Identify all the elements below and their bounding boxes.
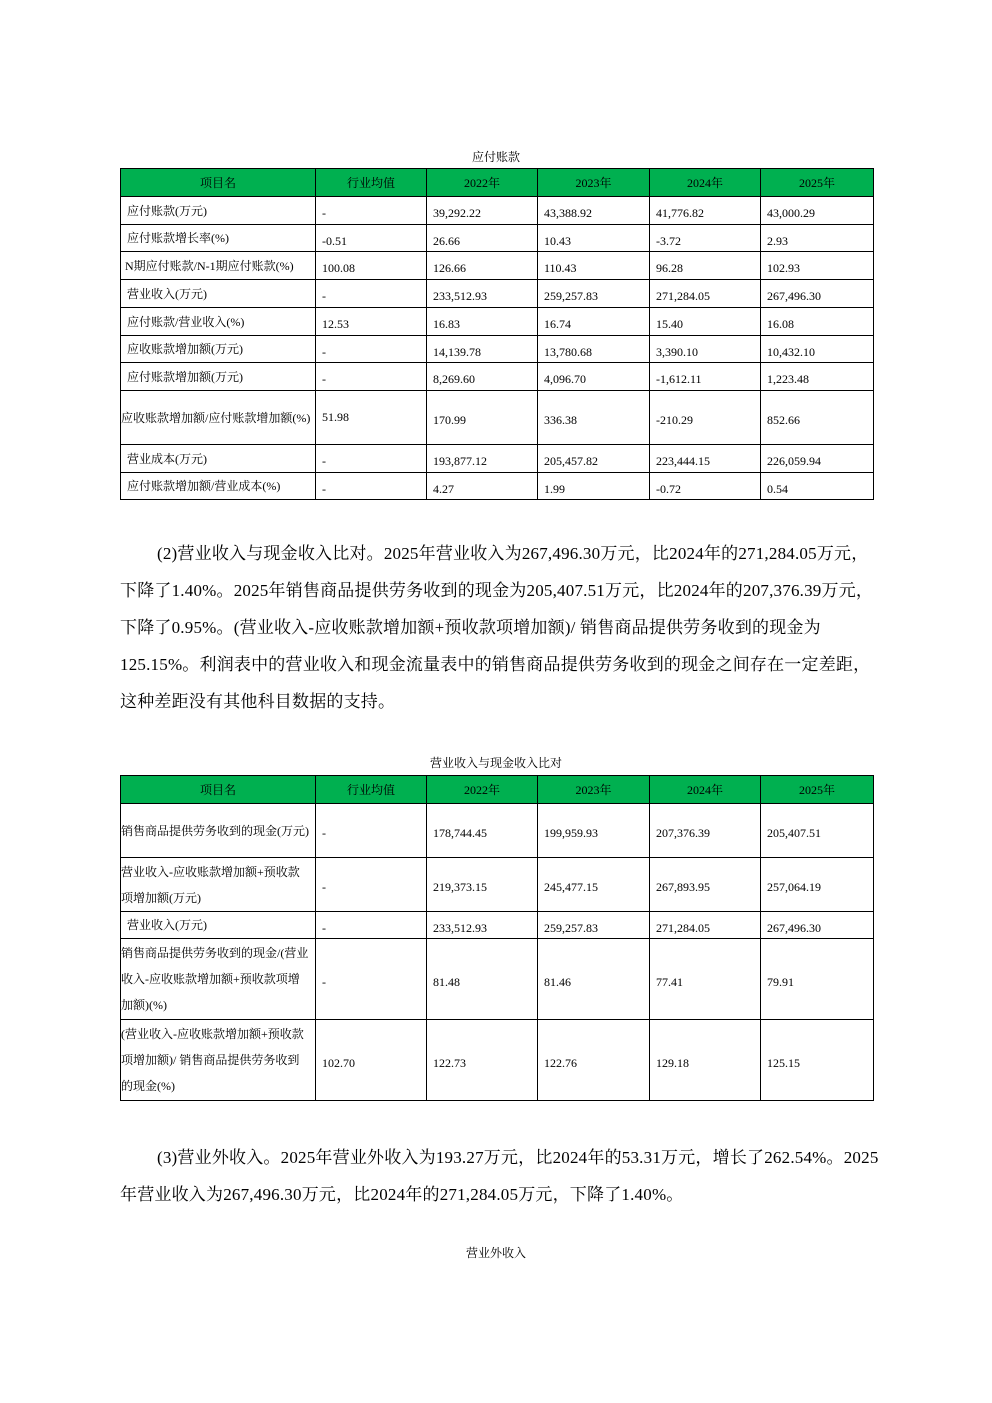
cell: 15.40 [650,308,761,336]
row-label: N期应付账款/N-1期应付账款(%) [121,252,316,280]
cell: 271,284.05 [650,280,761,308]
cell: - [316,280,427,308]
cell: 226,059.94 [761,445,874,473]
table-row [121,445,874,473]
table-row [121,197,874,225]
cell: 126.66 [427,252,538,280]
cell: 81.46 [538,939,650,1020]
cell: 219,373.15 [427,858,538,912]
cell: - [316,363,427,391]
header-year-2022: 2022年 [427,776,538,804]
cell: - [316,939,427,1020]
cell: 223,444.15 [650,445,761,473]
cell: 43,388.92 [538,197,650,225]
table-row [121,225,874,252]
row-label: 营业收入(万元) [121,912,316,939]
cell: 205,407.51 [761,804,874,858]
cell: - [316,445,427,473]
cell: 233,512.93 [427,280,538,308]
payables-table [120,168,874,500]
cell: 102.93 [761,252,874,280]
table3-caption: 营业外收入 [465,1246,526,1260]
row-label: 应付账款增长率(%) [121,225,316,252]
header-year-2022: 2022年 [427,169,538,197]
cell: 170.99 [427,391,538,445]
cell: - [316,197,427,225]
cell: 1.99 [538,473,650,500]
cell: 1,223.48 [761,363,874,391]
header-year-2025: 2025年 [761,169,874,197]
cell: 205,457.82 [538,445,650,473]
cell: 102.70 [316,1020,427,1101]
cell: 96.28 [650,252,761,280]
cell: 4.27 [427,473,538,500]
cell: 39,292.22 [427,197,538,225]
cell: 193,877.12 [427,445,538,473]
cell: -3.72 [650,225,761,252]
table-row [121,473,874,500]
cell: 336.38 [538,391,650,445]
row-label: 营业收入-应收账款增加额+预收款项增加额(万元) [121,858,316,912]
cell: 81.48 [427,939,538,1020]
cell: - [316,858,427,912]
header-year-2023: 2023年 [538,776,650,804]
cell: 110.43 [538,252,650,280]
cell: 8,269.60 [427,363,538,391]
cell: 51.98 [316,391,427,445]
cell: 10,432.10 [761,336,874,363]
cell: 207,376.39 [650,804,761,858]
cell: 178,744.45 [427,804,538,858]
cell: 16.83 [427,308,538,336]
cell: -1,612.11 [650,363,761,391]
cell: -210.29 [650,391,761,445]
cell: 3,390.10 [650,336,761,363]
header-year-2024: 2024年 [650,776,761,804]
cell: 199,959.93 [538,804,650,858]
cell: 43,000.29 [761,197,874,225]
cell: 16.74 [538,308,650,336]
table-row [121,912,874,939]
row-label: 应付账款增加额(万元) [121,363,316,391]
analysis-paragraph-revenue-cash: (2)营业收入与现金收入比对。2025年营业收入为267,496.30万元，比2024年的271,284.05万元，下降了1.40%。2025年销售商品提供劳务收到的现金为205,407.51万元，比2024年的207,376.39万元，下降了0.95%。(营业收入-应收账款增加额+预收款项增加额)/ 销售商品提供劳务收到的现金为125.15%。利润表中的营业收入和现金流量表中的销售商品提供劳务收到的现金之间存在一定差距，这种差距没有其他科目数据的支持。 [120,544,874,711]
cell: 122.76 [538,1020,650,1101]
row-label: 应付账款(万元) [121,197,316,225]
cell: 267,893.95 [650,858,761,912]
table-row [121,1020,874,1101]
cell: -0.72 [650,473,761,500]
row-label: (营业收入-应收账款增加额+预收款项增加额)/ 销售商品提供劳务收到的现金(%) [121,1020,316,1101]
cell: 26.66 [427,225,538,252]
cell: 4,096.70 [538,363,650,391]
analysis-paragraph-non-operating-income: (3)营业外收入。2025年营业外收入为193.27万元，比2024年的53.31万元，增长了262.54%。2025年营业收入为267,496.30万元，比2024年的271,284.05万元，下降了1.40%。 [120,1148,879,1204]
cell: 13,780.68 [538,336,650,363]
cell: 259,257.83 [538,280,650,308]
row-label: 应收账款增加额(万元) [121,336,316,363]
table-row [121,308,874,336]
cell: 14,139.78 [427,336,538,363]
row-label: 应付账款/营业收入(%) [121,308,316,336]
cell: 0.54 [761,473,874,500]
cell: 233,512.93 [427,912,538,939]
table-row [121,252,874,280]
cell: 16.08 [761,308,874,336]
header-industry-avg: 行业均值 [316,776,427,804]
cell: 125.15 [761,1020,874,1101]
table-row [121,336,874,363]
table-row [121,804,874,858]
cell: - [316,912,427,939]
row-label: 应收账款增加额/应付账款增加额(%) [121,391,316,445]
cell: - [316,804,427,858]
header-year-2024: 2024年 [650,169,761,197]
cell: 271,284.05 [650,912,761,939]
cell: 267,496.30 [761,280,874,308]
row-label: 销售商品提供劳务收到的现金/(营业收入-应收账款增加额+预收款项增加额)(%) [121,939,316,1020]
cell: 79.91 [761,939,874,1020]
row-label: 营业收入(万元) [121,280,316,308]
table-row [121,391,874,445]
header-year-2025: 2025年 [761,776,874,804]
cell: 10.43 [538,225,650,252]
table-row [121,280,874,308]
table-header-row [121,776,874,804]
cell: 77.41 [650,939,761,1020]
cell: 122.73 [427,1020,538,1101]
table-header-row [121,169,874,197]
cell: 100.08 [316,252,427,280]
cell: 259,257.83 [538,912,650,939]
cell: 245,477.15 [538,858,650,912]
cell: 12.53 [316,308,427,336]
cell: 41,776.82 [650,197,761,225]
row-label: 销售商品提供劳务收到的现金(万元) [121,804,316,858]
row-label: 应付账款增加额/营业成本(%) [121,473,316,500]
header-industry-avg: 行业均值 [316,169,427,197]
row-label: 营业成本(万元) [121,445,316,473]
cell: 852.66 [761,391,874,445]
cell: 129.18 [650,1020,761,1101]
header-item-name: 项目名 [121,169,316,197]
header-year-2023: 2023年 [538,169,650,197]
revenue-cash-table [120,775,874,1101]
header-item-name: 项目名 [121,776,316,804]
cell: - [316,336,427,363]
table-row [121,858,874,912]
table1-caption: 应付账款 [471,150,520,164]
table2-caption: 营业收入与现金收入比对 [429,756,562,770]
table-row [121,939,874,1020]
cell: - [316,473,427,500]
cell: 267,496.30 [761,912,874,939]
table-row [121,363,874,391]
cell: -0.51 [316,225,427,252]
cell: 257,064.19 [761,858,874,912]
cell: 2.93 [761,225,874,252]
